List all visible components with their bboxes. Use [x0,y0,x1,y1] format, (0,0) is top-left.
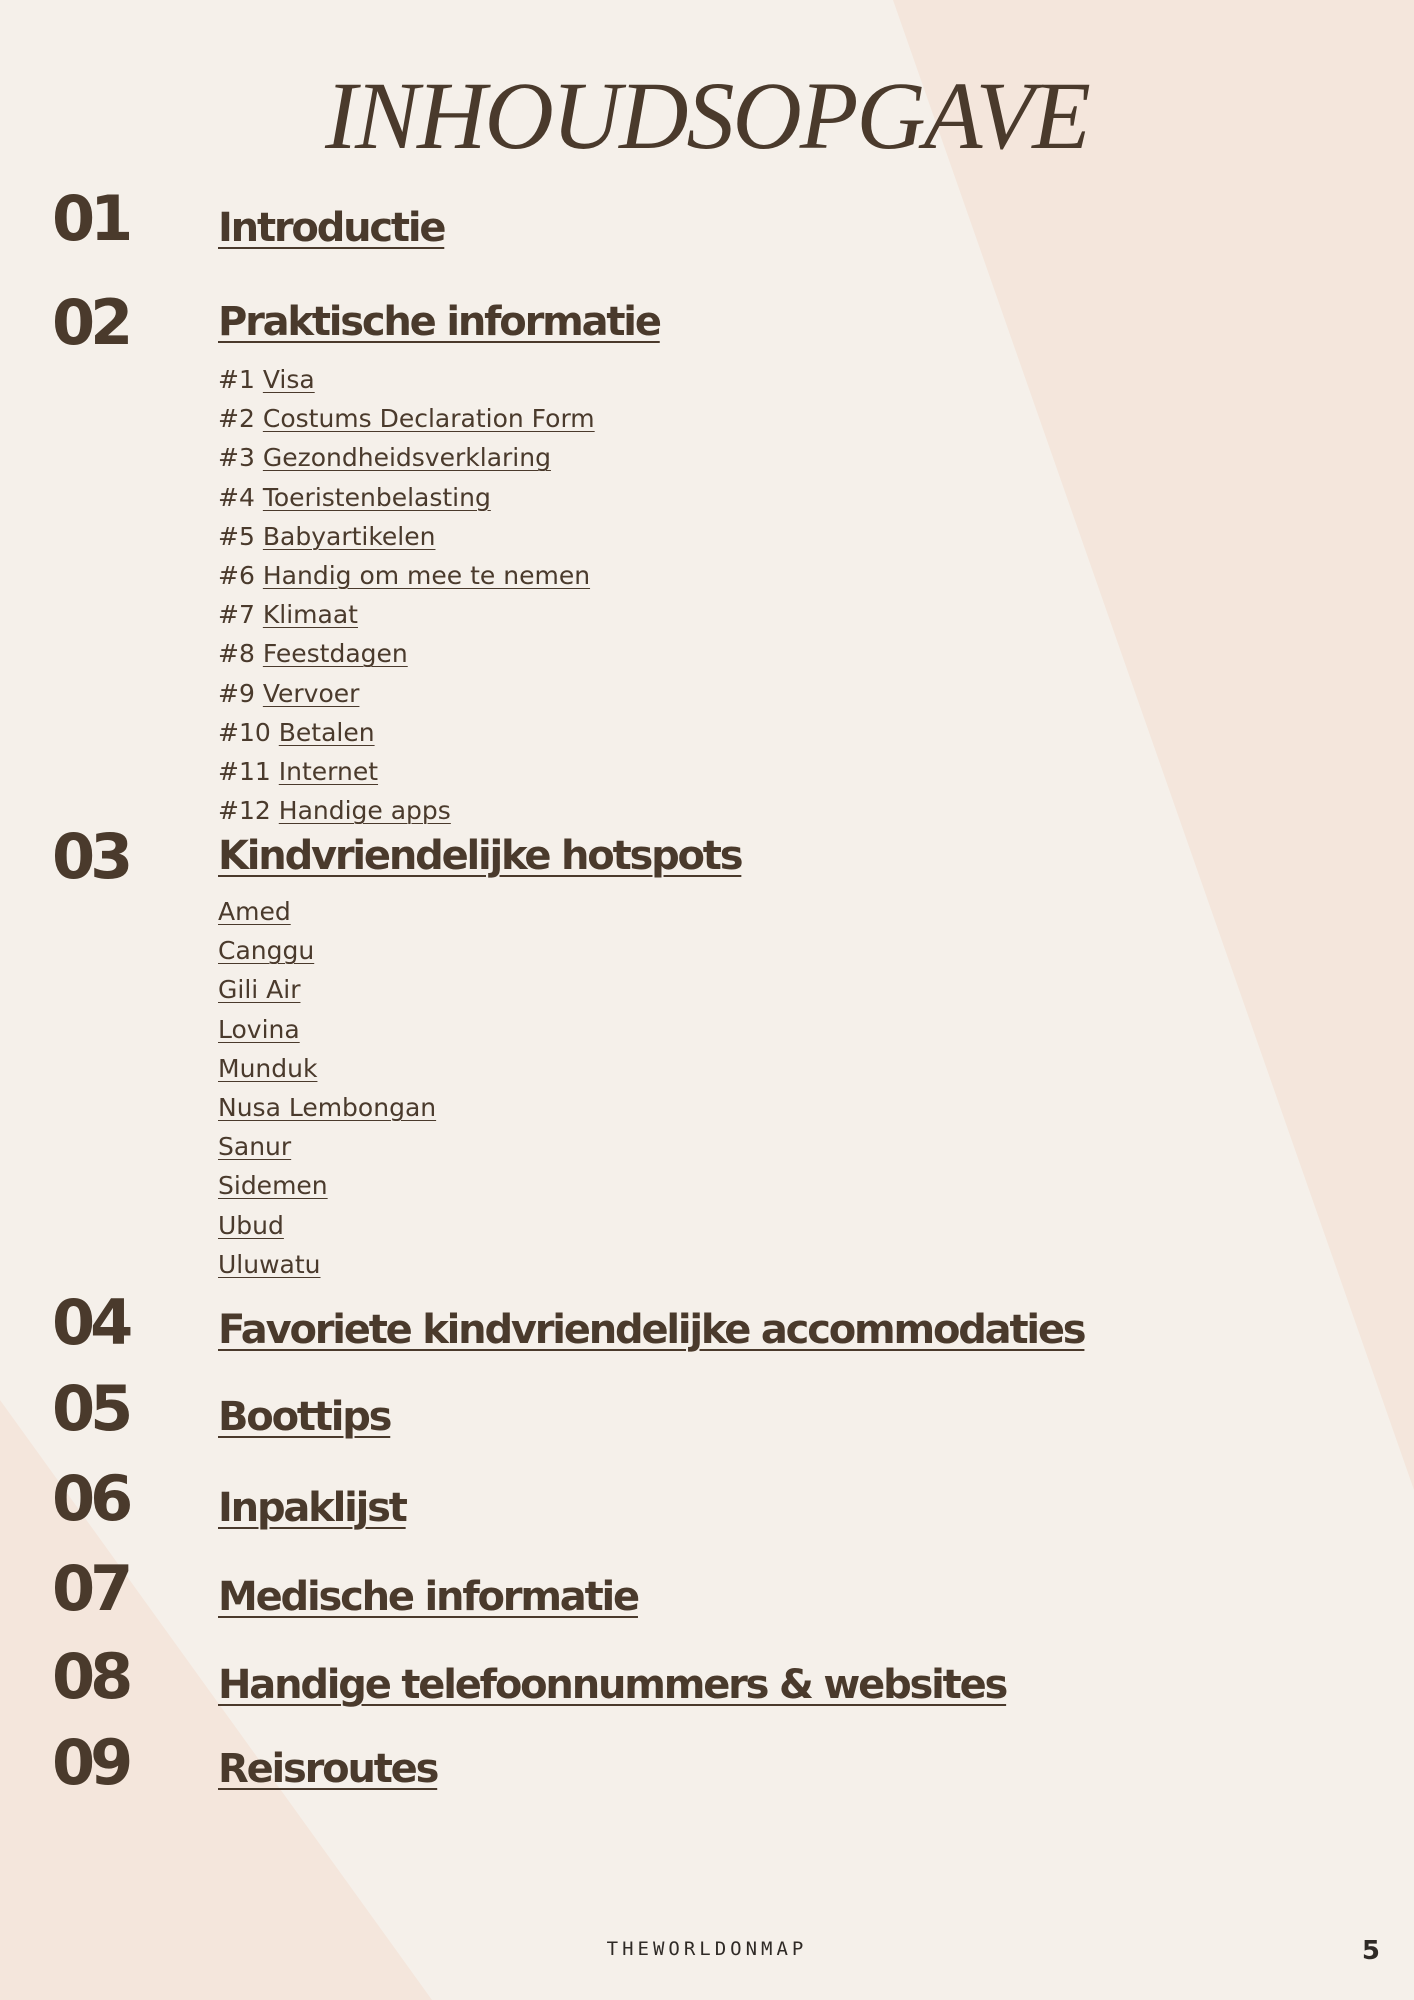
list-item [218,791,595,830]
footer-brand: THEWORLDONMAP [606,1938,808,1960]
item-number: #1 [218,365,255,394]
toc-sublink[interactable]: Nusa Lembongan [218,1092,437,1122]
list-item [218,399,595,438]
toc-sublink[interactable]: Toeristenbelasting [262,482,491,512]
section-number-08: 08 [52,1640,129,1713]
item-number: #12 [218,796,271,826]
section-number-04: 04 [52,1286,129,1359]
item-number: #6 [218,560,255,590]
list-item [218,360,595,399]
list-item [218,517,595,556]
toc-link-telefoonnummers-websites[interactable]: Handige telefoonnummers & websites [218,1662,1007,1708]
page-number: 5 [1361,1936,1380,1966]
item-number: #5 [218,521,255,551]
toc-link-boottips[interactable]: Boottips [218,1394,391,1440]
item-number: #3 [218,443,255,473]
section-number-01: 01 [52,182,129,255]
section-number-05: 05 [52,1372,129,1445]
list-item [218,1166,436,1205]
list-item [218,752,595,791]
toc-sublink[interactable]: Uluwatu [218,1249,321,1279]
toc-sublink[interactable]: Ubud [218,1210,284,1240]
item-number: #9 [218,678,255,708]
toc-sublink[interactable]: Vervoer [262,678,360,708]
list-item [218,1049,436,1088]
item-number: #2 [218,404,255,434]
toc-sublink[interactable]: Costums Declaration Form [262,404,595,434]
list-item [218,1088,436,1127]
toc-sublink[interactable]: Amed [218,897,291,926]
page-title: INHOUDSOPGAVE [325,62,1089,169]
toc-sublink[interactable]: Gezondheidsverklaring [262,443,551,473]
hotspots-list [218,892,436,1284]
list-item [218,438,595,477]
toc-link-inpaklijst[interactable]: Inpaklijst [218,1485,406,1531]
toc-link-introductie[interactable]: Introductie [218,205,445,251]
list-item [218,674,595,713]
toc-link-reisroutes[interactable]: Reisroutes [218,1746,438,1792]
list-item [218,478,595,517]
toc-sublink[interactable]: Munduk [218,1053,318,1083]
toc-sublink[interactable]: Visa [262,365,315,394]
list-item [218,556,595,595]
item-number: #10 [218,717,271,747]
praktische-informatie-list [218,360,595,830]
toc-sublink[interactable]: Lovina [218,1014,300,1044]
list-item [218,713,595,752]
section-number-06: 06 [52,1462,129,1535]
toc-link-kindvriendelijke-hotspots[interactable]: Kindvriendelijke hotspots [218,833,742,879]
section-number-03: 03 [52,820,129,893]
toc-link-accommodaties[interactable]: Favoriete kindvriendelijke accommodaties [218,1307,1085,1353]
list-item [218,1010,436,1049]
list-item [218,1206,436,1245]
list-item [218,970,436,1009]
list-item [218,1127,436,1166]
toc-sublink[interactable]: Sidemen [218,1171,328,1201]
item-number: #7 [218,600,255,630]
section-number-07: 07 [52,1552,129,1625]
toc-sublink[interactable]: Klimaat [262,600,358,630]
item-number: #11 [218,756,271,786]
list-item [218,595,595,634]
toc-sublink[interactable]: Betalen [278,717,375,747]
list-item [218,931,436,970]
list-item [218,634,595,673]
item-number: #8 [218,639,255,669]
toc-sublink[interactable]: Feestdagen [262,639,408,669]
toc-link-praktische-informatie[interactable]: Praktische informatie [218,299,660,345]
toc-sublink[interactable]: Handige apps [278,796,451,826]
list-item [218,1245,436,1284]
toc-link-medische-informatie[interactable]: Medische informatie [218,1574,638,1620]
section-number-02: 02 [52,286,129,359]
toc-sublink[interactable]: Gili Air [218,975,301,1005]
section-number-09: 09 [52,1726,129,1799]
list-item [218,892,436,931]
toc-sublink[interactable]: Canggu [218,936,315,966]
toc-sublink[interactable]: Babyartikelen [262,521,436,551]
toc-sublink[interactable]: Internet [278,756,379,786]
toc-sublink[interactable]: Sanur [218,1132,292,1162]
item-number: #4 [218,482,255,512]
toc-sublink[interactable]: Handig om mee te nemen [262,560,591,590]
